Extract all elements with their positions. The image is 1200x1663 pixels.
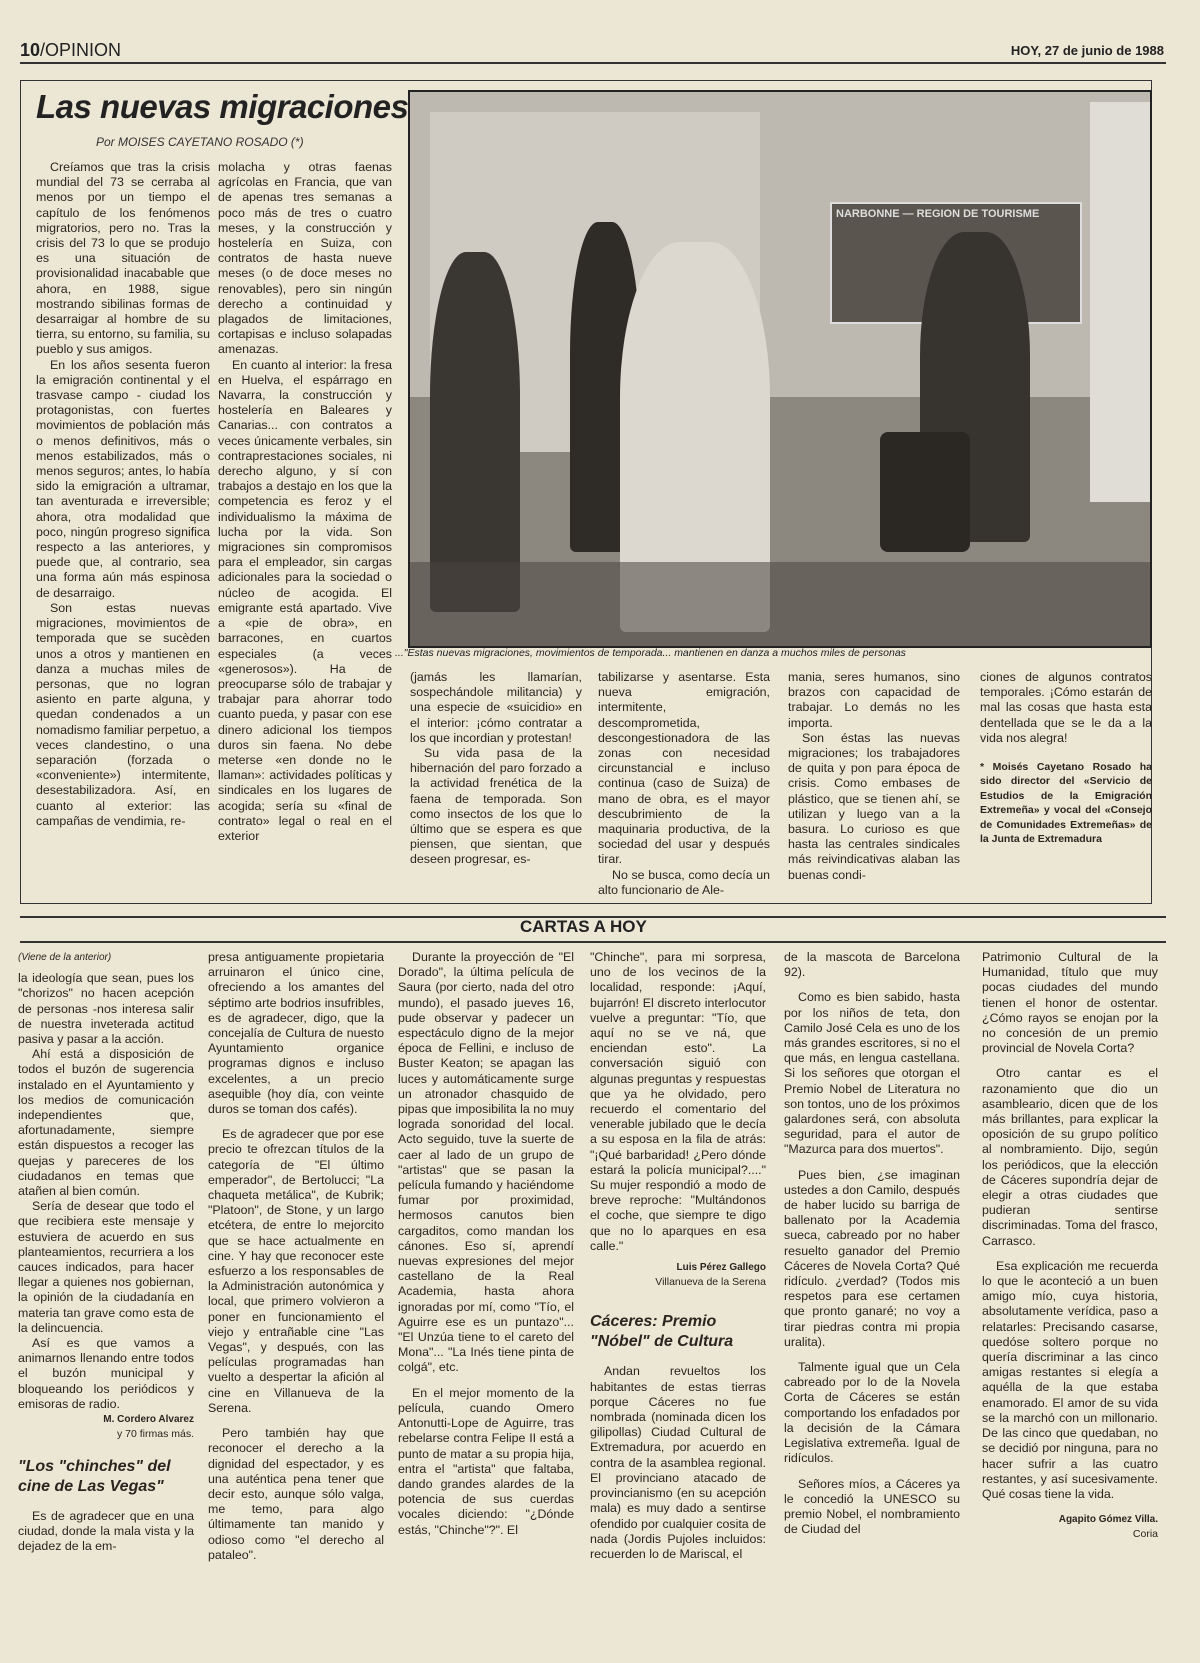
letters-column-1 [18,950,194,1554]
paragraph: Esa explicación me recuerda lo que le aconteció a un buen amigo mío, cuya historia, absolutamente verídica, paso a relatarles: Precisando casarse, quedóse soltero porque no quería discriminar a las cinco amigas restantes si elegía a aquélla de la que estaba enamorado. El amor de su vida se la marchó con un millonario. De las cinco que quedaban, no se decidió por ninguna, para no hacer sufrir a las cuatro restantes, y así sucesivamente. Qué cosas tiene la vida. [982,1258,1158,1501]
paragraph: ciones de algunos contratos temporales. ¡Cómo estarán de mal las cosas que hasta esta dentellada que se le da a la vida nos alegra! [980,670,1152,745]
article-title: Las nuevas migraciones [36,88,409,125]
article-column-5 [788,670,960,883]
letter-headline: "Los "chinches" del cine de Las Vegas" [18,1457,171,1495]
paragraph: No se busca, como decía un alto funcionario de Ale- [598,867,770,897]
paragraph: Creíamos que tras la crisis mundial del 73 se cerraba al menos por un tiempo el capítulo de los fenómenos migratorios, pero no. Tras la crisis del 73 lo que se produjo es una situación de provisionalidad inacabable que ahora, en 1988, sigue mostrando sibilinas formas de desarraigar al hombre de su tierra, su entorno, su familia, su pueblo y sus amigos. [36,160,210,357]
article-column-4 [598,670,770,898]
article-byline: Por MOISES CAYETANO ROSADO (*) [96,135,304,149]
paragraph: Pero también hay que reconocer el derecho a la dignidad del espectador, y es una auténtica pena tener que decir esto, aunque sólo valga, me temo, para algo últimamente tan manido y odioso como "el derecho al pataleo". [208,1426,384,1562]
paragraph: Son estas nuevas migraciones, movimientos de temporada que se sucèden unos a otros y mantienen en danza a muchas miles de personas, que no logran asiento en parte alguna, y quedan condenados a un nomadismo familiar perpetuo, a veces clandestino, o una separación (forzada o «conveniente») intermitente, desestabilizadora. Así, en cuanto al exterior: las campañas de vendimia, re- [36,600,210,828]
paragraph: Durante la proyección de "El Dorado", la última película de Saura (por cierto, nada del otro mundo), el pasado jueves 16, pude observar y padecer un espectáculo digno de la mejor época de Fellini, e incluso de Buster Keaton; se apagan las luces y automáticamente surge un atronador chasquido de pipas que imposibilita la no muy lograda sonoridad del local. Acto seguido, tuve la suerte de caer al lado de un grupo de "artistas" que se pasan la película fumando y haciéndome fumar por proximidad, hermosos canutos bien cargaditos, como mandan los cánones. Eso sí, aprendí nuevas expresiones del mejor castellano de la Real Academia, hasta ahora ignoradas por mí, como "Tío, el Aguirre ese es un puntazo"... "El Unzúa tiene to el careto del Mona"... "La Inés tiene pinta de colgá", etc. [398,950,574,1375]
letters-column-4 [590,950,766,1562]
article-column-1 [36,160,210,829]
paragraph: En cuanto al interior: la fresa en Huelva, el espárrago en Navarra, la construcción y hostelería en Baleares y Canarias... con contratos a veces únicamente verbales, sin contraprestaciones sociales, ni derecho alguno, y sí con trabajos a destajo en los que la competencia es feroz y el individualismo la máxima de lucha por la vida. Son migraciones sin compromisos para el empleador, sin cargas adicionales para la sociedad o núcleo de acogida. El emigrante está apartado. Vive a «pie de obra», en barracones, en cuartos especiales (a veces «generosos»). Ha de preocuparse sólo de trabajar y trabajar para ahorrar todo cuanto pueda, y pasar con ese dinero adicional los tiempos duros sin faena. No debe meterse «en donde no le llaman»: actividades políticas y sindicales en los lugares de acogida; sería su «final de contrato» legal o real en el exterior [218,357,392,843]
paragraph: mania, seres humanos, sino brazos con capacidad de trabajar. Lo demás no les importa. [788,670,960,730]
article-column-6 [980,670,1152,846]
paragraph: "Chinche", para mi sorpresa, uno de los vecinos de la localidad, responde: ¡Aquí, bujarrón! El discreto interlocutor vuelve a preguntar: "Tío, que aquí no se ve ná, que enciendan esto". La conversación siguió con algunas preguntas y respuestas que ya he olvidado, pero recuerdo el comentario del venerable jubilado que le decía a su esposa en la fila de atrás: "¡Qué barbaridad! ¿Pero dónde estará la policía municipal?...." Su mujer respondió a modo de breve reproche: "Multándonos el coche, que siempre te digo que no lo aparques en esa calle." [590,950,766,1253]
letters-column-3 [398,950,574,1538]
paragraph: Talmente igual que un Cela cabreado por lo de la Novela Corta de Cáceres se están comportando los enfadados por la decisión de la Cámara Legislativa extremeña. Igual de ridículos. [784,1360,960,1466]
letter-signature: M. Cordero Alvarez [103,1414,194,1426]
paragraph: En los años sesenta fueron la emigración continental y el trasvase campo - ciudad los protagonistas, con fuertes movimientos de población más o menos definitivos, más o menos estabilizados, más o menos seguros; antes, lo había sido la emigración a ultramar, tan aventurada e irreversible; ahora, otra modalidad que poco, ningún progreso significa respecto a las anteriores, y puede que, al contrario, sea una forma aún más espinosa de desarraigo. [36,357,210,600]
paragraph: Señores míos, a Cáceres ya le concedió la UNESCO su premio Nobel, el nombramiento de Ciudad del [784,1476,960,1537]
section-name: /OPINION [40,40,122,60]
paragraph: Sería de desear que todo el que recibiera este mensaje y estuviera de acuerdo en sus planteamientos, recurriera a los cauces indicados, para hacer llegar a quienes nos gobiernan, la opinión de la ciudadanía en materia tan grave como esta de la delincuencia. [18,1199,194,1335]
paragraph: (jamás les llamarían, sospechándole militancia) y una especie de «suicidio» en el interior: ¡cómo contratar a los que incordian y protestan! [410,670,582,745]
continued-note: (Viene de la anterior) [18,952,112,963]
paragraph: molacha y otras faenas agrícolas en Francia, que van de apenas tres semanas a poco más de tres o cuatro meses, y la construcción y hostelería en Suiza, con contratos de hasta nueve meses (o de doce meses no renovables), pero sin ningún derecho a continuidad y plagados de limitaciones, cortapisas e incluso solapadas amenazas. [218,160,392,357]
photo-suitcase [880,432,970,552]
letter-signature: Luis Pérez Gallego [676,1262,766,1274]
page-section-label [20,40,121,61]
article-column-2 [218,160,392,844]
paragraph: Andan revueltos los habitantes de estas tierras porque Cáceres no fue nombrada (nominada dicen los gilipollas) Ciudad Cultural de Extremadura, por acuerdo en contra de la asamblea regional. El provinciano atacado de provincianismo (en su acepción mala) es muy dado a sentirse ofendido por cualquier cosita de nada (Jordis Pujoles incluidos: recuerden lo de Mariscal, el [590,1364,766,1561]
article-photo [408,90,1152,648]
paragraph: Ahí está a disposición de todos el buzón de sugerencia instalado en el Ayuntamiento y los medios de comunicación independientes que, afortunadamente, siempre están dispuestos a recoger las quejas y pareceres de los ciudadanos en temas que atañen al bien común. [18,1047,194,1199]
letter-signature-place: Villanueva de la Serena [655,1276,766,1289]
letters-column-6 [982,950,1158,1543]
paragraph: Como es bien sabido, hasta por los niños de teta, don Camilo José Cela es uno de los más grandes escritores, si no el que más, en lengua castellana. Si los señores que otorgan el Premio Nobel de Literatura no son tontos, uno de los próximos galardones será, con absoluta seguridad, para el autor de "Mazurca para dos muertos". [784,990,960,1157]
paragraph: tabilizarse y asentarse. Esta nueva emigración, intermitente, descomprometida, descongestionadora de las zonas con necesidad circunstancial e incluso continua (caso de Suiza) de mano de obra, es el mayor descubrimiento de la maquinaria productiva, de la sociedad del usar y después tirar. [598,670,770,867]
paragraph: Son éstas las nuevas migraciones; los trabajadores de quita y pon para época de crisis. Como embases de plástico, que se tienen ahí, se utilizan y luego van a la basura. Lo curioso es que hasta las centrales sindicales más reivindicativas alaban las buenas condi- [788,730,960,882]
author-note: * Moisés Cayetano Rosado ha sido director del «Servicio de Estudios de la Emigración Extremeña» y vocal del «Consejo de Comunidades Extremeñas» de la Junta de Extremadura [980,761,1152,846]
paragraph: la ideología que sean, pues los "chorizos" no hacen acepción de personas -nos interesa salir de nuestra inveterada actitud pasiva y pasar a la acción. [18,971,194,1047]
photo-sign: NARBONNE — REGION DE TOURISME [830,202,1082,324]
letters-column-2 [208,950,384,1563]
newspaper-date: HOY, 27 de junio de 1988 [1010,43,1164,58]
section-title: CARTAS A HOY [520,917,647,936]
letter-headline: Cáceres: Premio "Nóbel" de Cultura [590,1313,734,1351]
article-column-3 [410,670,582,868]
paragraph: Su vida pasa de la hibernación del paro forzado a la actividad frenética de la faena de temporada. Son como insectos de los que lo último que se espera es que piensen, que sientan, que deseen progresar, es- [410,746,582,867]
paragraph: Pues bien, ¿se imaginan ustedes a don Camilo, después de haber lucido su barriga de ballenato por la Academia sueca, cabreado por no haber resuelto ganador del Premio Cáceres de Novela Corta? Qué ridículo. ¿verdad? (Todos mis respetos para ese certamen que pronto ganaré; no voy a tirar piedras contra mi propia uralita). [784,1167,960,1349]
header-divider [20,62,1166,64]
paragraph: Es de agradecer que en una ciudad, donde la mala vista y la dejadez de la em- [18,1508,194,1553]
photo-caption: ..."Estas nuevas migraciones, movimientos de temporada... mantienen en danza a muchos miles de personas [395,647,906,659]
photo-shadow [410,562,1150,646]
photo-wall-right [1090,102,1150,502]
paragraph: En el mejor momento de la película, cuando Omero Antonutti-Lope de Aguirre, tras rebelarse contra Felipe II está a punto de matar a su propia hija, entra el "artista" que faltaba, dando grandes alardes de la potencia de sus cuerdas vocales diciendo: "¿Dónde estás, "Chinche"?". El [398,1385,574,1537]
paragraph: Patrimonio Cultural de la Humanidad, título que muy pocas ciudades del mundo tienen el honor de ostentar. ¿Cómo rayos se enojan por la no concesión de un premio provincial de Novela Corta? [982,950,1158,1056]
paragraph: Así es que vamos a animarnos llenando entre todos el buzón municipal y bloqueando los periódicos y emisoras de radio. [18,1336,194,1411]
section-divider-bottom [20,941,1166,943]
letters-column-5 [784,950,960,1537]
letter-signature-extra: y 70 firmas más. [116,1428,194,1441]
letter-signature-place: Coria [1132,1528,1158,1541]
paragraph: presa antiguamente propietaria arruinaron el único cine, ofreciendo a los amantes del séptimo arte bodrios insufribles, es de agradecer, digo, que la concejalía de Cultura de nuesto Ayuntamiento organice programas dignos e incluso excelentes, a un precio asequible (hoy día, con veinte duros se toman dos cafés). [208,950,384,1117]
page-number: 10 [20,40,41,60]
paragraph: de la mascota de Barcelona 92). [784,950,960,980]
paragraph: Es de agradecer que por ese precio te ofrezcan títulos de la categoría de "El último emperador", de Bertolucci; "La chaqueta metálica", de Kubrik; "Platoon", de Stone, y un largo etcétera, de entre lo mejorcito que se hace actualmente en cine. Y hay que reconocer este esfuerzo a los responsables de la Administración autonómica y local, que primero volvieron a poner en funcionamiento el viejo y entrañable cine "Las Vegas", y después, con las películas programadas han vuelto a despertar la afición al cine en Villanueva de la Serena. [208,1127,384,1415]
letter-signature: Agapito Gómez Villa. [1058,1514,1158,1526]
photo-figure-left [430,252,520,612]
paragraph: Otro cantar es el razonamiento que dio un asambleario, dicen que de los más brillantes, para explicar la oposición de su grupo político al nombramiento. Dijo, según los periódicos, que la elección de Cáceres supondría dejar de elegir a otras ciudades que pudieran sentirse discriminadas. Toma del frasco, Carrasco. [982,1066,1158,1248]
